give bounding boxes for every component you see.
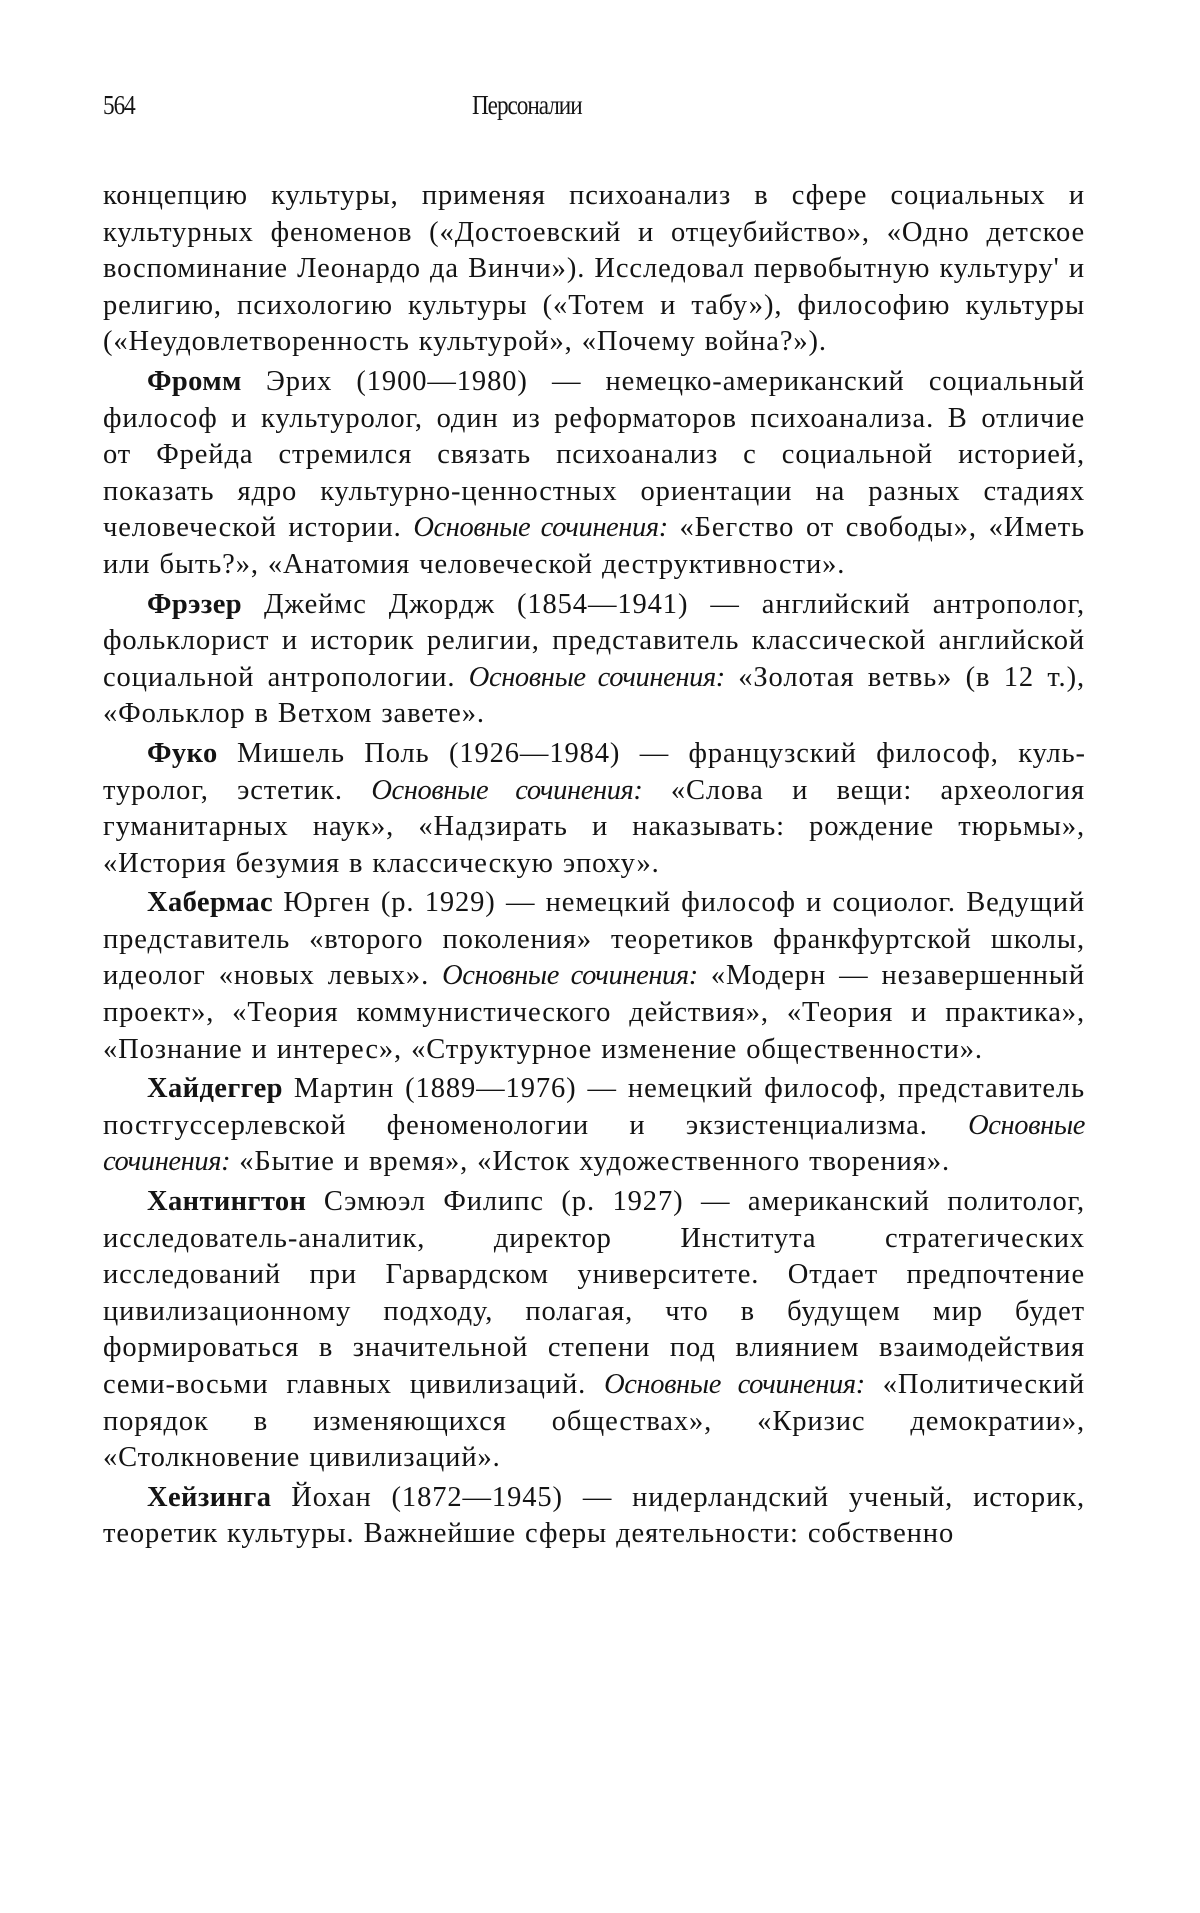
entry-text: Сэмюэл Филипс (р. 1927) — американский политолог, исследователь-аналитик, директор Института стратегических исследований при Гарвардском университете. Отдает предпочтение цивилизационному подходу, полагая, что в будущем мир будет формироваться в значительной степени под влиянием взаимодействия семи-восьми главных цивилизаций. (103, 1186, 1085, 1400)
entry-works: «Бегство от свободы», «Иметь или быть?», «Анатомия человеческой деструктивности». (103, 512, 1085, 580)
entry-text: Мишель Поль (1926—1984) — французский философ, культуролог, эстетик. (103, 737, 1085, 806)
works-label: Основные сочинения: (468, 661, 725, 693)
entry-name: Хейзинга (147, 1481, 272, 1513)
entry-huntington (103, 1184, 1085, 1477)
works-label: Основные сочинения: (604, 1369, 865, 1400)
works-label: Основные сочинения: (413, 512, 668, 544)
entry-works: «Золотая ветвь» (в 12 т.), «Фольклор в Ветхом завете». (103, 661, 1085, 730)
entry-name: Фрэзер (147, 588, 242, 620)
entry-works: «Бытие и время», «Исток художественного творения». (230, 1146, 950, 1178)
entry-foucault (103, 736, 1085, 882)
entry-works: «Политический порядок в изменяющихся обществах», «Кризис демократии», «Столкновение цивилизаций». (103, 1369, 1086, 1474)
entry-works: «Модерн — незавершенный проект», «Теория коммунистического действия», «Теория и практика», «Познание и интерес», «Структурное изменение общественности». (103, 960, 1085, 1065)
entry-name: Фромм (147, 365, 242, 397)
body-text (103, 178, 1085, 1553)
entry-text: Йохан (1872—1945) — нидерландский ученый, историк, теоретик культуры. Важнейшие сферы деятельности: собственно (103, 1481, 1085, 1550)
entry-fromm (103, 364, 1085, 584)
entry-text: Джеймс Джордж (1854—1941) — английский антрополог, фольклорист и историк религии, представитель классической английской социальной антропологии. (103, 588, 1085, 693)
entry-text: Эрих (1900—1980) — немецко-американский социальный философ и культуролог, один из реформаторов психоанализа. В отличие от Фрейда стремился связать психоанализ с социальной историей, показать ядро культурно-ценностных ориентации на разных стадиях человеческой истории. (103, 365, 1085, 544)
page-number: 564 (103, 90, 135, 120)
entry-huizinga (103, 1480, 1085, 1553)
entry-name: Хантингтон (147, 1186, 307, 1218)
section-title: Персоналии (471, 90, 582, 120)
entry-works: «Слова и вещи: археология гуманитарных наук», «Надзирать и наказывать: рождение тюрьмы», «История безумия в классическую эпоху». (103, 774, 1086, 879)
works-label: Основные сочинения: (442, 960, 698, 992)
entry-name: Фуко (147, 737, 218, 769)
entry-text: Юрген (р. 1929) — немецкий философ и социолог. Ведущий представитель «второго поколения» теоретиков франкфуртской школы, идеолог «новых левых». (103, 887, 1085, 992)
entry-habermas (103, 885, 1085, 1068)
continuation-paragraph: концепцию культуры, применяя психоанализ в сфере социальных и культурных феноменов («Достоевский и отцеубийство», «Одно детское воспоминание Леонардо да Винчи»). Исследовал первобытную культуру' и религию, психологию культуры («Тотем и табу»), философию культуры («Неудовлетворенность культурой», «Почему война?»). (103, 180, 1085, 358)
entry-name: Хабермас (147, 887, 274, 919)
entry-name: Хайдеггер (147, 1073, 283, 1105)
running-header (103, 90, 948, 124)
entry-heidegger (103, 1071, 1085, 1181)
book-page (103, 0, 1085, 1913)
works-label: Основные сочинения: (103, 1109, 1085, 1178)
works-label: Основные сочинения: (371, 774, 643, 806)
entry-frazer (103, 587, 1085, 733)
entry-text: Мартин (1889—1976) — немецкий философ, представитель постгуссерлевской феноменологии и экзистенциализма. (103, 1073, 1085, 1141)
